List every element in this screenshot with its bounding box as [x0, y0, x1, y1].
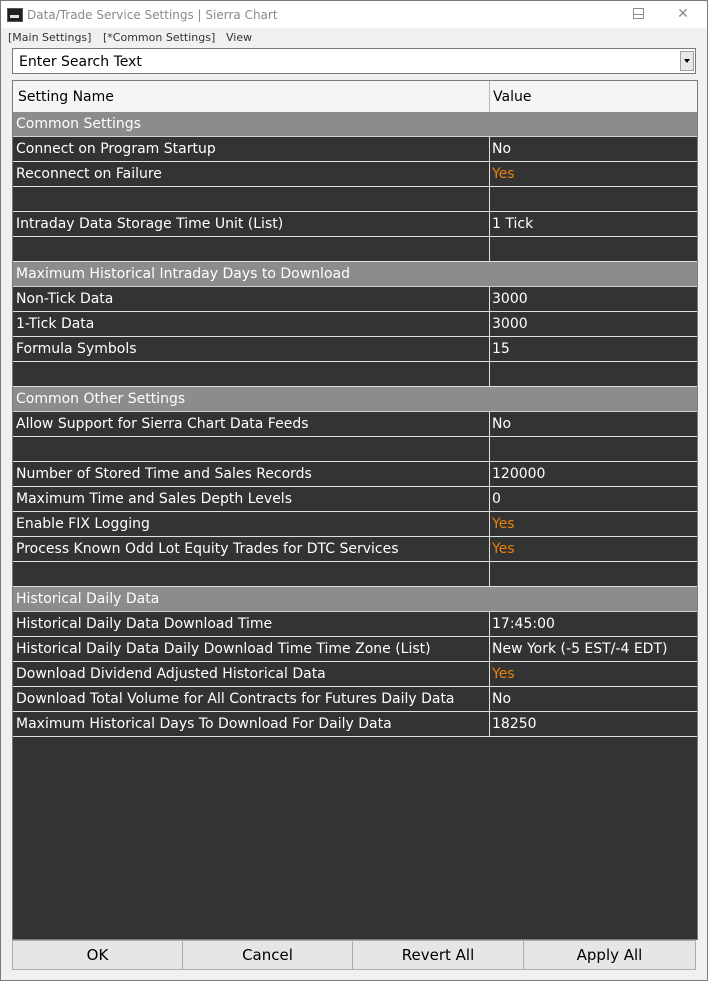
setting-row[interactable] [13, 412, 697, 437]
column-divider [489, 187, 490, 211]
column-divider [489, 137, 490, 161]
setting-row[interactable] [13, 287, 697, 312]
setting-row[interactable] [13, 462, 697, 487]
title-bar[interactable] [1, 1, 707, 28]
button-bar [12, 940, 698, 971]
setting-name: 1-Tick Data [16, 316, 95, 332]
app-icon [7, 8, 23, 22]
setting-value[interactable]: 120000 [492, 466, 546, 482]
setting-row[interactable] [13, 537, 697, 562]
ok-button[interactable]: OK [12, 940, 183, 970]
column-divider [489, 612, 490, 636]
column-divider [489, 437, 490, 461]
column-divider [489, 712, 490, 736]
section-title: Historical Daily Data [16, 591, 160, 607]
setting-name: Formula Symbols [16, 341, 137, 357]
setting-value[interactable]: 1 Tick [492, 216, 534, 232]
search-dropdown-button[interactable] [680, 51, 694, 71]
setting-value[interactable]: 3000 [492, 291, 528, 307]
section-header-row[interactable] [13, 112, 697, 137]
setting-row[interactable] [13, 612, 697, 637]
setting-value[interactable]: No [492, 691, 512, 707]
close-icon: ✕ [677, 5, 689, 22]
section-title: Common Settings [16, 116, 141, 132]
column-divider [489, 412, 490, 436]
column-divider [489, 312, 490, 336]
settings-grid[interactable] [12, 80, 698, 940]
column-divider [489, 662, 490, 686]
column-divider [489, 337, 490, 361]
setting-row[interactable] [13, 637, 697, 662]
settings-rows [13, 112, 697, 737]
setting-row[interactable] [13, 512, 697, 537]
section-title: Maximum Historical Intraday Days to Download [16, 266, 350, 282]
setting-name: Maximum Time and Sales Depth Levels [16, 491, 292, 507]
column-divider [489, 287, 490, 311]
setting-value[interactable]: 18250 [492, 716, 537, 732]
maximize-icon [633, 8, 644, 19]
close-button[interactable] [660, 0, 706, 27]
header-divider[interactable] [489, 81, 490, 112]
header-setting-name[interactable]: Setting Name [18, 89, 114, 105]
column-divider [489, 487, 490, 511]
column-divider [489, 537, 490, 561]
setting-value[interactable]: 3000 [492, 316, 528, 332]
blank-row [13, 362, 697, 387]
setting-row[interactable] [13, 687, 697, 712]
apply-all-button[interactable]: Apply All [523, 940, 696, 970]
window-title: Data/Trade Service Settings | Sierra Chart [27, 8, 278, 22]
setting-name: Reconnect on Failure [16, 166, 162, 182]
setting-name: Download Dividend Adjusted Historical Data [16, 666, 326, 682]
setting-value[interactable]: No [492, 141, 512, 157]
column-divider [489, 512, 490, 536]
setting-row[interactable] [13, 212, 697, 237]
search-input[interactable]: Enter Search Text [19, 54, 142, 70]
setting-row[interactable] [13, 312, 697, 337]
column-divider [489, 462, 490, 486]
setting-value[interactable]: 15 [492, 341, 510, 357]
setting-value[interactable]: 0 [492, 491, 501, 507]
blank-row [13, 437, 697, 462]
setting-row[interactable] [13, 662, 697, 687]
setting-name: Historical Daily Data Daily Download Time Time Zone (List) [16, 641, 431, 657]
setting-name: Intraday Data Storage Time Unit (List) [16, 216, 284, 232]
menu-main-settings[interactable]: [Main Settings] [8, 31, 92, 44]
setting-row[interactable] [13, 162, 697, 187]
setting-row[interactable] [13, 137, 697, 162]
section-header-row[interactable] [13, 387, 697, 412]
cancel-button[interactable]: Cancel [182, 940, 353, 970]
setting-value[interactable]: Yes [492, 541, 515, 557]
setting-name: Enable FIX Logging [16, 516, 150, 532]
column-divider [489, 637, 490, 661]
section-header-row[interactable] [13, 262, 697, 287]
menu-common-settings[interactable]: [*Common Settings] [103, 31, 216, 44]
menu-bar [1, 28, 707, 47]
setting-row[interactable] [13, 337, 697, 362]
setting-name: Number of Stored Time and Sales Records [16, 466, 312, 482]
setting-name: Connect on Program Startup [16, 141, 216, 157]
setting-value[interactable]: Yes [492, 516, 515, 532]
column-divider [489, 562, 490, 586]
setting-value[interactable]: Yes [492, 166, 515, 182]
setting-name: Process Known Odd Lot Equity Trades for DTC Services [16, 541, 399, 557]
setting-row[interactable] [13, 712, 697, 737]
header-value[interactable]: Value [493, 89, 532, 105]
chevron-down-icon [684, 59, 690, 63]
setting-value[interactable]: New York (-5 EST/-4 EDT) [492, 641, 668, 657]
setting-name: Download Total Volume for All Contracts for Futures Daily Data [16, 691, 455, 707]
column-divider [489, 687, 490, 711]
setting-name: Allow Support for Sierra Chart Data Feeds [16, 416, 309, 432]
setting-name: Historical Daily Data Download Time [16, 616, 273, 632]
setting-value[interactable]: No [492, 416, 512, 432]
revert-all-button[interactable]: Revert All [352, 940, 524, 970]
setting-row[interactable] [13, 487, 697, 512]
blank-row [13, 187, 697, 212]
setting-value[interactable]: Yes [492, 666, 515, 682]
maximize-button[interactable] [615, 0, 661, 27]
blank-row [13, 562, 697, 587]
menu-view[interactable]: View [226, 31, 253, 44]
grid-header [13, 81, 697, 113]
column-divider [489, 162, 490, 186]
blank-row [13, 237, 697, 262]
column-divider [489, 237, 490, 261]
column-divider [489, 212, 490, 236]
column-divider [489, 362, 490, 386]
setting-name: Maximum Historical Days To Download For Daily Data [16, 716, 392, 732]
section-header-row[interactable] [13, 587, 697, 612]
setting-value[interactable]: 17:45:00 [492, 616, 555, 632]
search-combobox[interactable] [12, 48, 696, 74]
section-title: Common Other Settings [16, 391, 186, 407]
setting-name: Non-Tick Data [16, 291, 114, 307]
